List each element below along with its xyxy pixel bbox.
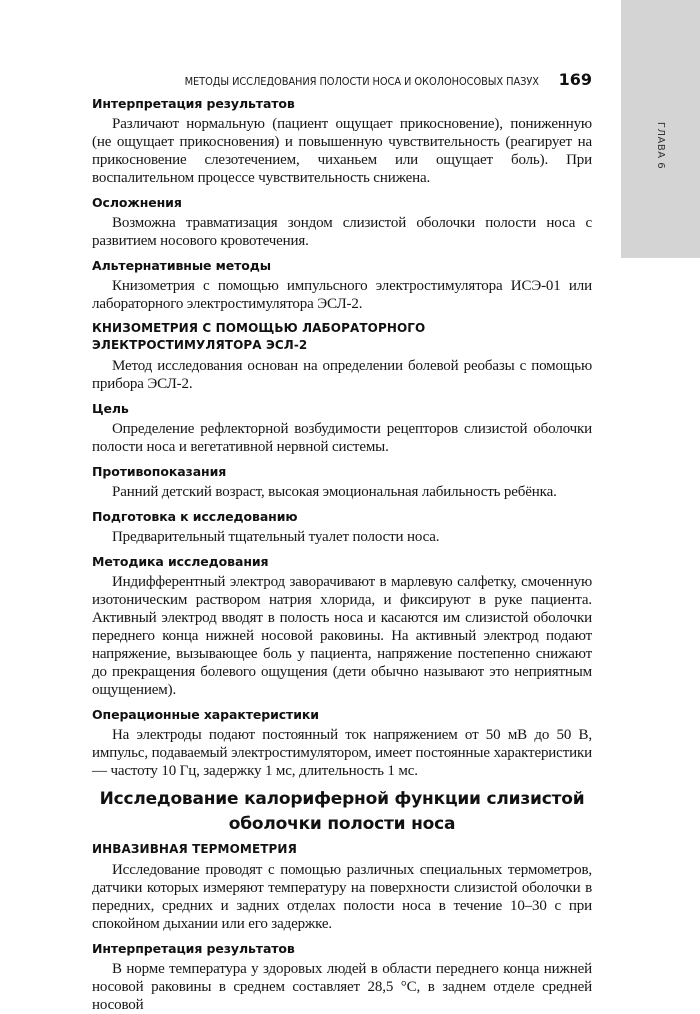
chapter-label-text: ГЛАВА 6 (654, 121, 666, 169)
paragraph: Индифферентный электрод заворачивают в марлевую салфетку, смоченную изотоническим раствором натрия хлорида, и фиксируют в руке пациента. Активный электрод вводят в полость носа и касаются им слизистой оболочки переднего конца нижней носовой раковины. На активный электрод подают напряжение, вызывающее боль у пациента, напряжение постепенно снижают до прекращения болевого ощущения (дети обычно называют это неприятным ощущением). (92, 574, 592, 698)
paragraph: Книзометрия с помощью импульсного электростимулятора ИСЭ-01 или лабораторного электростимулятора ЭСЛ-2. (92, 278, 592, 312)
section-heading: Интерпретация результатов (92, 96, 295, 111)
section-heading: Осложнения (92, 195, 182, 210)
running-title: МЕТОДЫ ИССЛЕДОВАНИЯ ПОЛОСТИ НОСА И ОКОЛОНОСОВЫХ ПАЗУХ (184, 76, 539, 88)
chapter-label (621, 100, 700, 190)
section-heading: Противопоказания (92, 464, 227, 479)
section-heading: Интерпретация результатов (92, 941, 295, 956)
section-heading: Подготовка к исследованию (92, 509, 298, 524)
page-number: 169 (558, 70, 592, 89)
chapter-section-title: Исследование калориферной функции слизистой оболочки полости носа (99, 789, 585, 834)
section-heading: Цель (92, 401, 129, 416)
section-heading: Альтернативные методы (92, 258, 271, 273)
running-head (92, 70, 592, 90)
paragraph: В норме температура у здоровых людей в области переднего конца нижней носовой раковины в среднем составляет 28,5 °С, в заднем отделе средней носовой (92, 961, 592, 1013)
paragraph: Определение рефлекторной возбудимости рецепторов слизистой оболочки полости носа и вегетативной нервной системы. (92, 421, 592, 455)
paragraph: Метод исследования основан на определении болевой реобазы с помощью прибора ЭСЛ-2. (92, 358, 592, 392)
method-heading: ИНВАЗИВНАЯ ТЕРМОМЕТРИЯ (92, 842, 297, 856)
page-content (92, 95, 592, 1014)
method-heading: КНИЗОМЕТРИЯ С ПОМОЩЬЮ ЛАБОРАТОРНОГО ЭЛЕКТРОСТИМУЛЯТОРА ЭСЛ-2 (92, 321, 426, 352)
section-heading: Операционные характеристики (92, 707, 319, 722)
paragraph: Предварительный тщательный туалет полости носа. (112, 529, 440, 545)
paragraph: Возможна травматизация зондом слизистой оболочки полости носа с развитием носового кровотечения. (92, 215, 592, 249)
paragraph: На электроды подают постоянный ток напряжением от 50 мВ до 50 В, импульс, подаваемый электростимулятором, имеет постоянные характеристики — частоту 10 Гц, задержку 1 мс, длительность 1 мс. (92, 727, 592, 779)
paragraph: Ранний детский возраст, высокая эмоциональная лабильность ребёнка. (112, 484, 557, 500)
paragraph: Исследование проводят с помощью различных специальных термометров, датчики которых измеряют температуру на поверхности слизистой оболочки в передних, средних и задних отделах полости носа в течение 10–30 с при спокойном дыхании или его задержке. (92, 862, 592, 932)
section-heading: Методика исследования (92, 554, 269, 569)
paragraph: Различают нормальную (пациент ощущает прикосновение), пониженную (не ощущает прикосновения) и повышенную чувствительность (реагирует на прикосновение слезотечением, чиханьем или ощущает боль). При воспалительном процессе чувствительность снижена. (92, 116, 592, 186)
